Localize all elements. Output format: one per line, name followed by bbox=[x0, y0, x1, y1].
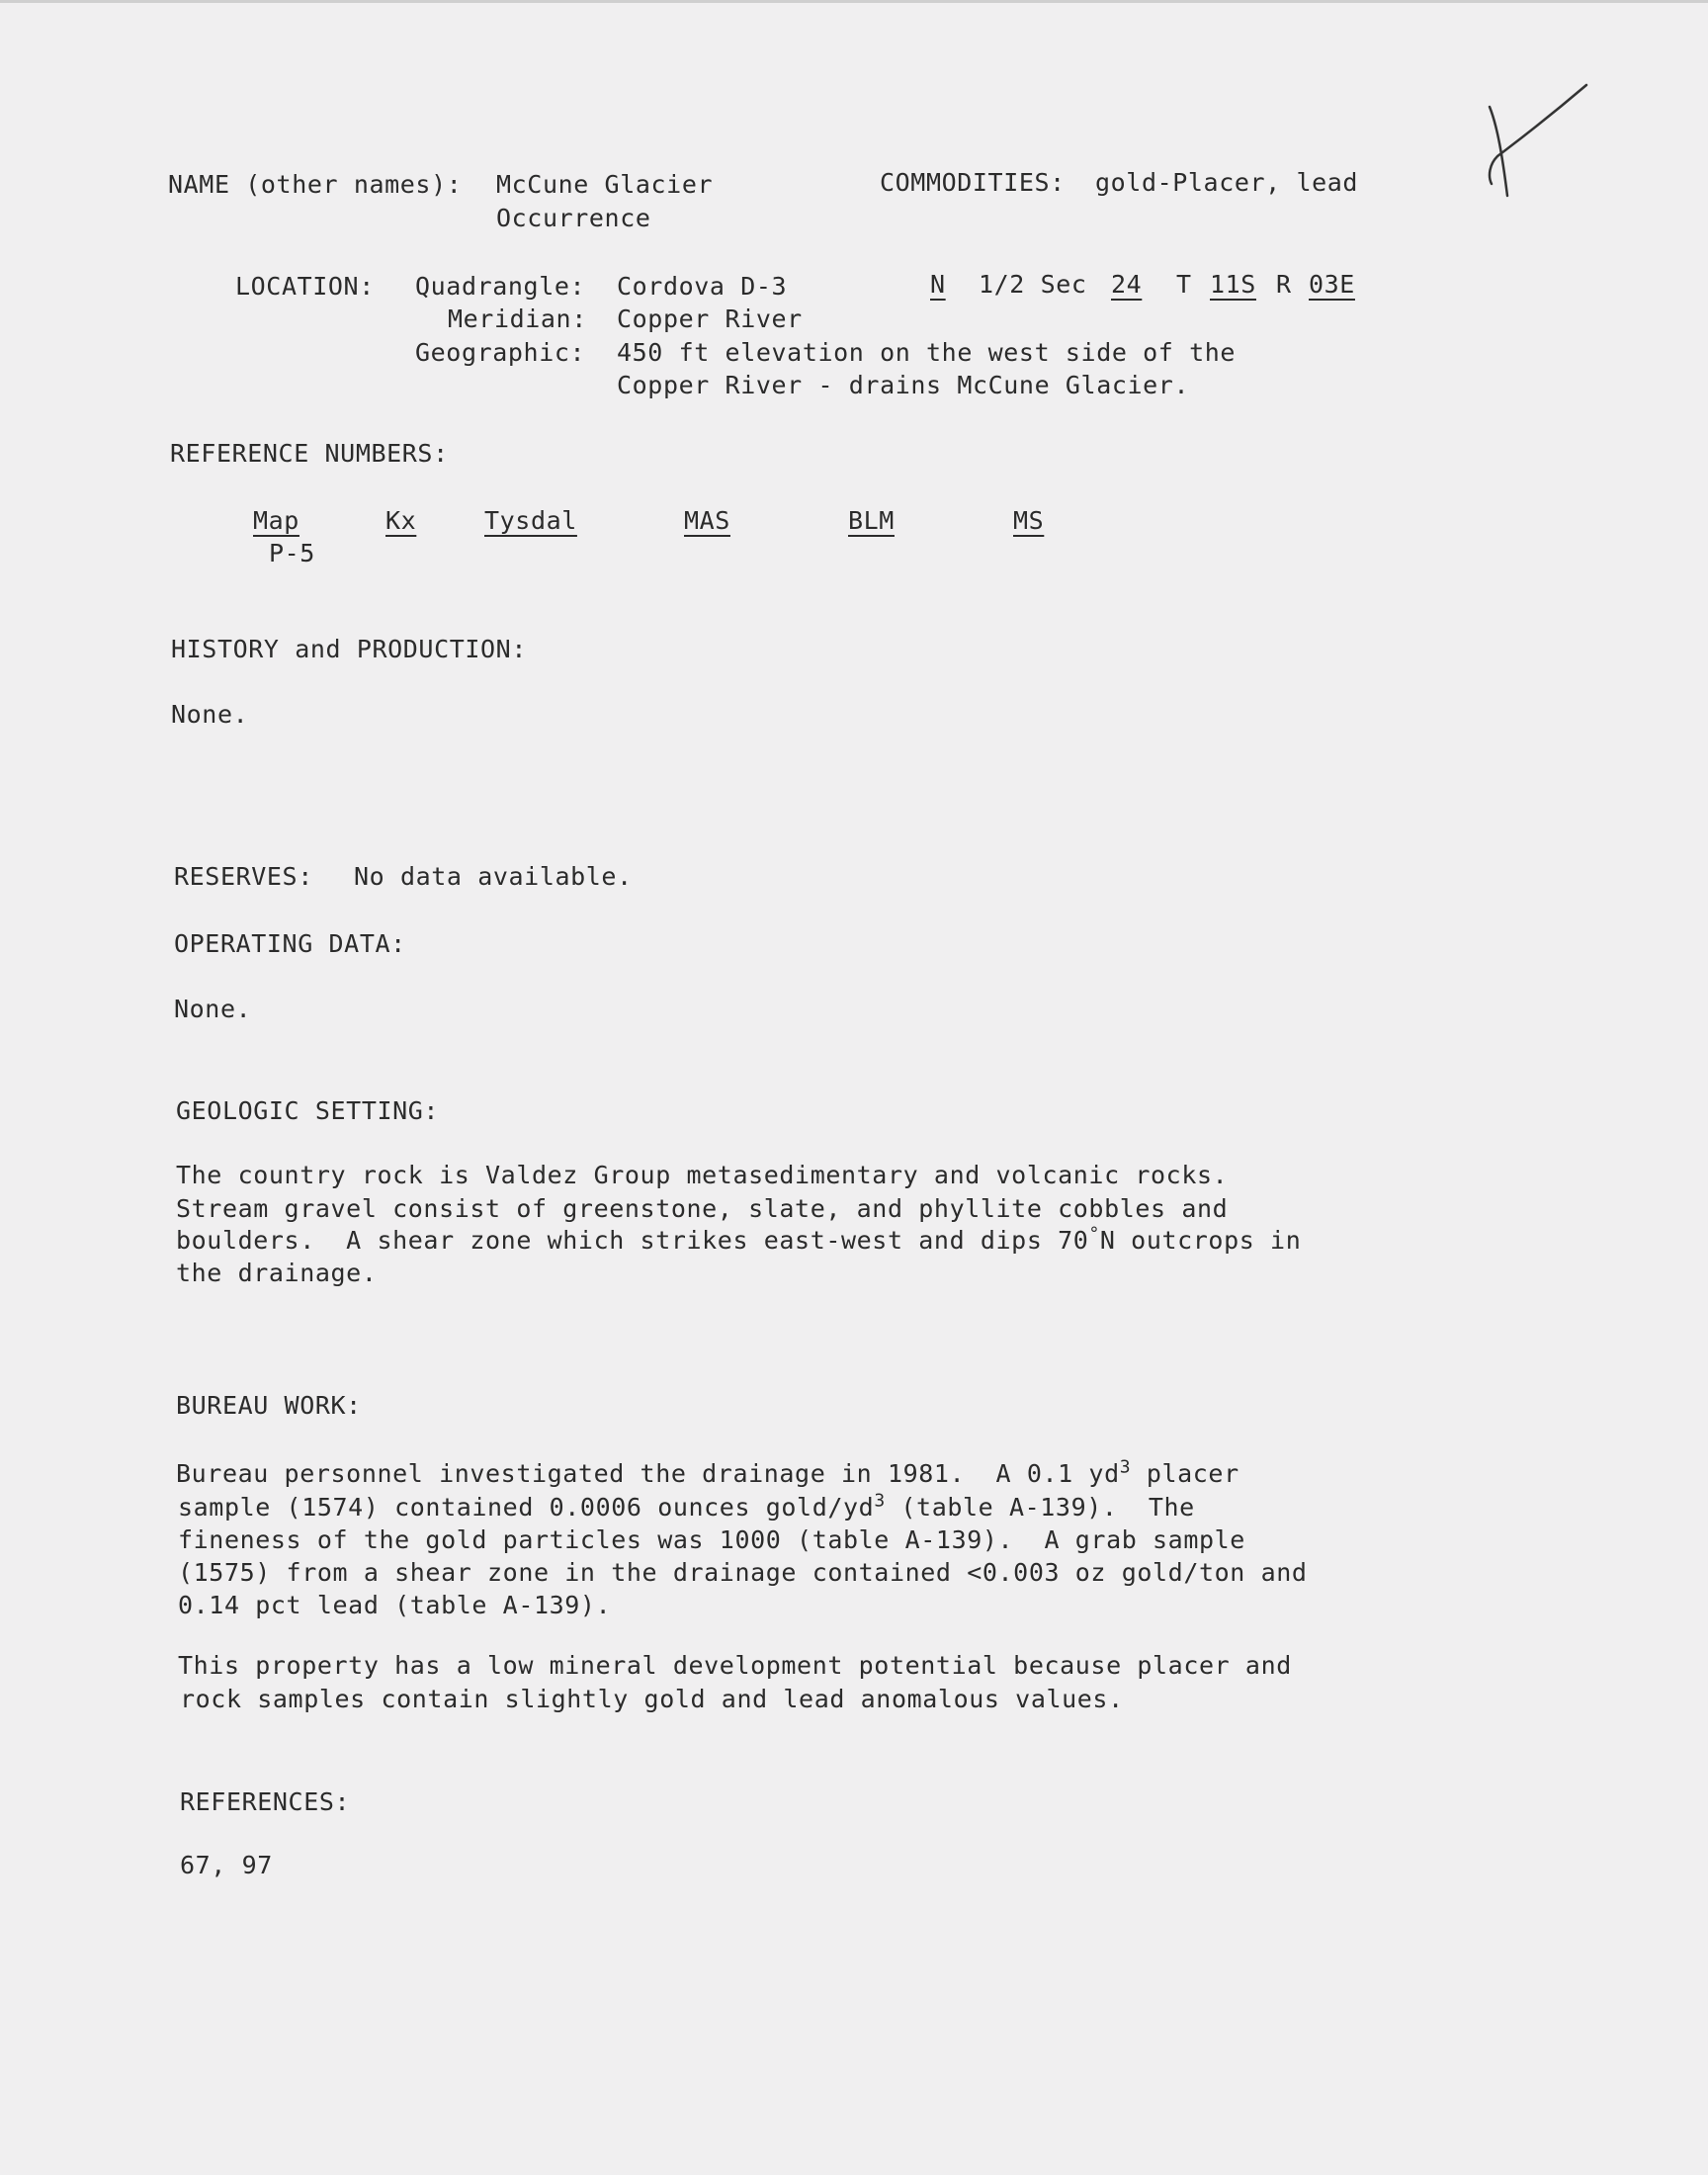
geologic-heading: GEOLOGIC SETTING: bbox=[176, 1096, 440, 1125]
handwritten-x-mark bbox=[1478, 77, 1596, 206]
range-label: R bbox=[1276, 270, 1292, 299]
bureau-conclusion-line-2: rock samples contain slightly gold and lead anomalous values. bbox=[180, 1685, 1124, 1713]
geographic-value-line-2: Copper River - drains McCune Glacier. bbox=[617, 371, 1190, 399]
township-value: 11S bbox=[1210, 270, 1256, 299]
meridian-value: Copper River bbox=[617, 304, 803, 333]
bureau-line-4: (1575) from a shear zone in the drainage contained <0.003 oz gold/ton and bbox=[178, 1558, 1308, 1587]
quadrangle-value: Cordova D-3 bbox=[617, 272, 788, 301]
meridian-label: Meridian: bbox=[448, 304, 587, 333]
name-value: McCune Glacier bbox=[496, 170, 714, 199]
operating-heading: OPERATING DATA: bbox=[174, 929, 406, 958]
bureau-line-3: fineness of the gold particles was 1000 (table A-139). A grab sample bbox=[178, 1525, 1245, 1554]
ref-tysdal: Tysdal bbox=[484, 506, 577, 535]
commodities-value: gold-Placer, lead bbox=[1095, 168, 1359, 197]
half-section-text: 1/2 Sec bbox=[979, 270, 1087, 299]
bureau-conclusion-line-1: This property has a low mineral development potential because placer and bbox=[178, 1651, 1292, 1680]
section-number: 24 bbox=[1111, 270, 1143, 299]
bureau-line-5: 0.14 pct lead (table A-139). bbox=[178, 1591, 612, 1619]
name-value-continued: Occurrence bbox=[496, 204, 651, 232]
ref-ms: MS bbox=[1013, 506, 1045, 535]
reserves-label: RESERVES: bbox=[174, 862, 313, 891]
geologic-line-1: The country rock is Valdez Group metasedimentary and volcanic rocks. bbox=[176, 1161, 1229, 1189]
geologic-line-4: the drainage. bbox=[176, 1259, 378, 1287]
history-heading: HISTORY and PRODUCTION: bbox=[171, 635, 527, 663]
quadrangle-label: Quadrangle: bbox=[415, 272, 586, 301]
reserves-text: No data available. bbox=[354, 862, 633, 891]
operating-text: None. bbox=[174, 995, 252, 1023]
bureau-line-2: sample (1574) contained 0.0006 ounces gold/$yd^3$ (table A-139). The bbox=[178, 1490, 1195, 1522]
bureau-heading: BUREAU WORK: bbox=[176, 1391, 362, 1420]
name-label: NAME (other names): bbox=[168, 170, 463, 199]
geographic-label: Geographic: bbox=[415, 338, 586, 367]
half-section: N bbox=[930, 270, 946, 299]
range-value: 03E bbox=[1309, 270, 1355, 299]
geographic-value-line-1: 450 ft elevation on the west side of the bbox=[617, 338, 1237, 367]
ref-mas: MAS bbox=[684, 506, 730, 535]
township-label: T bbox=[1176, 270, 1192, 299]
history-text: None. bbox=[171, 700, 249, 729]
commodities-label: COMMODITIES: bbox=[880, 168, 1066, 197]
ref-map-number: P-5 bbox=[269, 539, 315, 567]
ref-blm: BLM bbox=[848, 506, 895, 535]
bureau-line-1: Bureau personnel investigated the drainage in 1981. A 0.1 $yd^3$ placer bbox=[176, 1456, 1239, 1488]
references-text: 67, 97 bbox=[180, 1851, 273, 1879]
geologic-line-2: Stream gravel consist of greenstone, slate, and phyllite cobbles and bbox=[176, 1194, 1229, 1223]
ref-kx: Kx bbox=[385, 506, 417, 535]
references-heading: REFERENCES: bbox=[180, 1787, 351, 1816]
location-label: LOCATION: bbox=[235, 272, 375, 301]
ref-map: Map bbox=[253, 506, 299, 535]
geologic-line-3: boulders. A shear zone which strikes east-west and dips 70°N outcrops in bbox=[176, 1223, 1302, 1255]
reference-numbers-heading: REFERENCE NUMBERS: bbox=[170, 439, 449, 468]
